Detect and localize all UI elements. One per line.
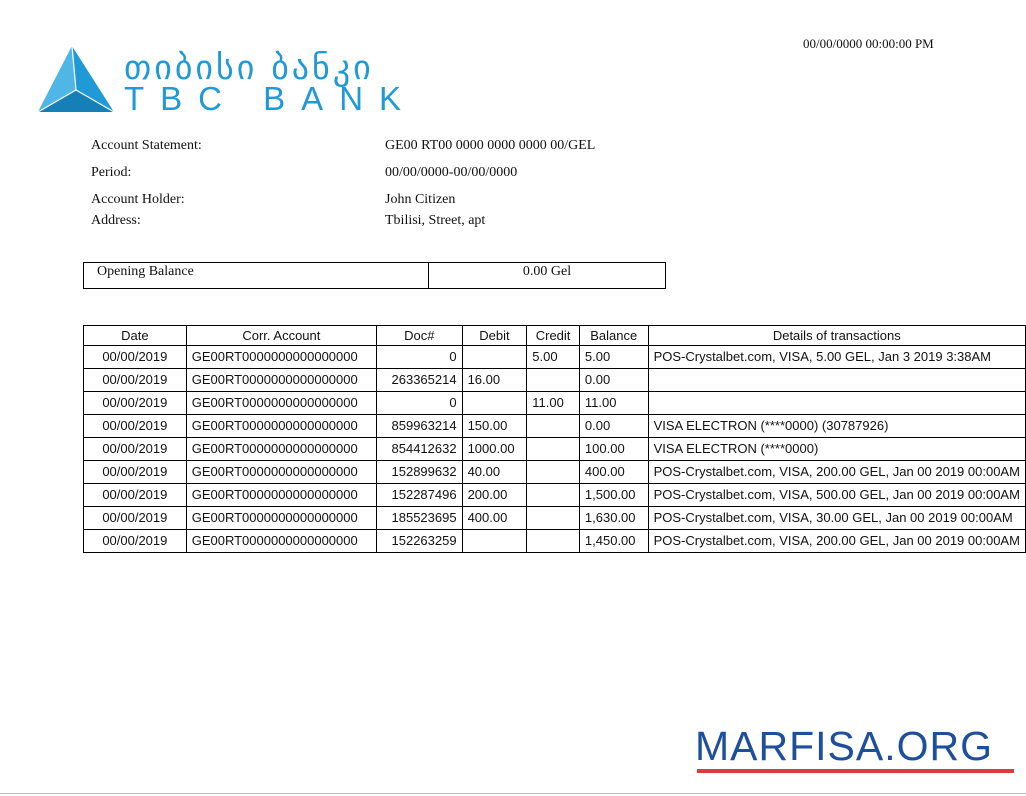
cell-balance: 1,630.00: [579, 507, 648, 530]
cell-details: POS-Crystalbet.com, VISA, 500.00 GEL, Jan 00 2019 00:00AM: [648, 484, 1025, 507]
cell-credit: [527, 507, 580, 530]
table-row: [84, 392, 1026, 415]
table-row: [84, 438, 1026, 461]
cell-balance: 1,450.00: [579, 530, 648, 553]
statement-timestamp: 00/00/0000 00:00:00 PM: [803, 36, 934, 51]
table-row: [84, 369, 1026, 392]
cell-credit: [527, 415, 580, 438]
cell-debit: [462, 346, 527, 369]
cell-debit: 16.00: [462, 369, 527, 392]
cell-corr-account: GE00RT0000000000000000: [186, 507, 376, 530]
table-row: [84, 461, 1026, 484]
cell-corr-account: GE00RT0000000000000000: [186, 346, 376, 369]
cell-doc: 152899632: [377, 461, 463, 484]
cell-date: 00/00/2019: [84, 415, 187, 438]
watermark-text: MARFISA.ORG: [695, 723, 994, 769]
table-row: [84, 346, 1026, 369]
opening-balance-value: 0.00 Gel: [522, 264, 572, 279]
bank-name-english: TBC BANK: [124, 80, 418, 117]
cell-details: VISA ELECTRON (****0000) (30787926): [648, 415, 1025, 438]
cell-credit: [527, 530, 580, 553]
cell-debit: 200.00: [462, 484, 527, 507]
address-value: Tbilisi, Street, apt: [385, 213, 486, 228]
cell-doc: 0: [377, 392, 463, 415]
cell-doc: 152287496: [377, 484, 463, 507]
cell-doc: 859963214: [377, 415, 463, 438]
column-header-corr-account: Corr. Account: [186, 326, 376, 346]
account-holder-label: Account Holder:: [91, 192, 185, 207]
column-header-credit: Credit: [527, 326, 580, 346]
cell-details: POS-Crystalbet.com, VISA, 5.00 GEL, Jan 3 2019 3:38AM: [648, 346, 1025, 369]
account-statement-label: Account Statement:: [91, 138, 202, 153]
cell-details: POS-Crystalbet.com, VISA, 200.00 GEL, Jan 00 2019 00:00AM: [648, 530, 1025, 553]
cell-balance: 11.00: [579, 392, 648, 415]
cell-debit: [462, 392, 527, 415]
cell-credit: [527, 484, 580, 507]
cell-doc: 185523695: [377, 507, 463, 530]
account-number: GE00 RT00 0000 0000 0000 00/GEL: [385, 138, 596, 153]
cell-debit: 40.00: [462, 461, 527, 484]
column-header-debit: Debit: [462, 326, 527, 346]
tbc-bank-logo: [36, 42, 418, 118]
bank-name-georgian: თიბისი ბანკი: [124, 48, 374, 88]
cell-date: 00/00/2019: [84, 484, 187, 507]
cell-doc: 0: [377, 346, 463, 369]
cell-corr-account: GE00RT0000000000000000: [186, 484, 376, 507]
cell-balance: 400.00: [579, 461, 648, 484]
cell-debit: [462, 530, 527, 553]
cell-details: POS-Crystalbet.com, VISA, 30.00 GEL, Jan 00 2019 00:00AM: [648, 507, 1025, 530]
cell-corr-account: GE00RT0000000000000000: [186, 369, 376, 392]
cell-doc: 854412632: [377, 438, 463, 461]
watermark-underline: [697, 769, 1014, 773]
column-header-details: Details of transactions: [648, 326, 1025, 346]
cell-balance: 100.00: [579, 438, 648, 461]
cell-corr-account: GE00RT0000000000000000: [186, 415, 376, 438]
cell-date: 00/00/2019: [84, 392, 187, 415]
cell-credit: 5.00: [527, 346, 580, 369]
column-header-balance: Balance: [579, 326, 648, 346]
period-label: Period:: [91, 165, 132, 180]
cell-corr-account: GE00RT0000000000000000: [186, 438, 376, 461]
account-holder-value: John Citizen: [385, 192, 456, 207]
cell-date: 00/00/2019: [84, 369, 187, 392]
cell-corr-account: GE00RT0000000000000000: [186, 530, 376, 553]
transactions-table: [83, 325, 1026, 553]
cell-balance: 0.00: [579, 369, 648, 392]
marfisa-watermark: [695, 724, 1015, 776]
table-row: [84, 484, 1026, 507]
cell-credit: [527, 438, 580, 461]
table-row: [84, 530, 1026, 553]
cell-credit: [527, 461, 580, 484]
cell-balance: 5.00: [579, 346, 648, 369]
cell-date: 00/00/2019: [84, 530, 187, 553]
cell-balance: 1,500.00: [579, 484, 648, 507]
column-header-date: Date: [84, 326, 187, 346]
cell-date: 00/00/2019: [84, 346, 187, 369]
table-row: [84, 507, 1026, 530]
cell-corr-account: GE00RT0000000000000000: [186, 461, 376, 484]
cell-balance: 0.00: [579, 415, 648, 438]
tbc-triangle-logo-icon: [36, 44, 116, 116]
cell-corr-account: GE00RT0000000000000000: [186, 392, 376, 415]
cell-debit: 400.00: [462, 507, 527, 530]
cell-doc: 152263259: [377, 530, 463, 553]
cell-details: [648, 369, 1025, 392]
cell-debit: 150.00: [462, 415, 527, 438]
opening-balance-label: Opening Balance: [84, 263, 429, 288]
table-header-row: [84, 326, 1026, 346]
opening-balance-box: [83, 262, 666, 289]
cell-details: VISA ELECTRON (****0000): [648, 438, 1025, 461]
table-row: [84, 415, 1026, 438]
cell-doc: 263365214: [377, 369, 463, 392]
page-bottom-divider: [0, 793, 1026, 794]
address-label: Address:: [91, 213, 141, 228]
cell-date: 00/00/2019: [84, 507, 187, 530]
cell-credit: 11.00: [527, 392, 580, 415]
cell-details: POS-Crystalbet.com, VISA, 200.00 GEL, Jan 00 2019 00:00AM: [648, 461, 1025, 484]
cell-debit: 1000.00: [462, 438, 527, 461]
column-header-doc: Doc#: [377, 326, 463, 346]
cell-date: 00/00/2019: [84, 438, 187, 461]
cell-date: 00/00/2019: [84, 461, 187, 484]
period-value: 00/00/0000-00/00/0000: [385, 165, 518, 180]
cell-details: [648, 392, 1025, 415]
cell-credit: [527, 369, 580, 392]
